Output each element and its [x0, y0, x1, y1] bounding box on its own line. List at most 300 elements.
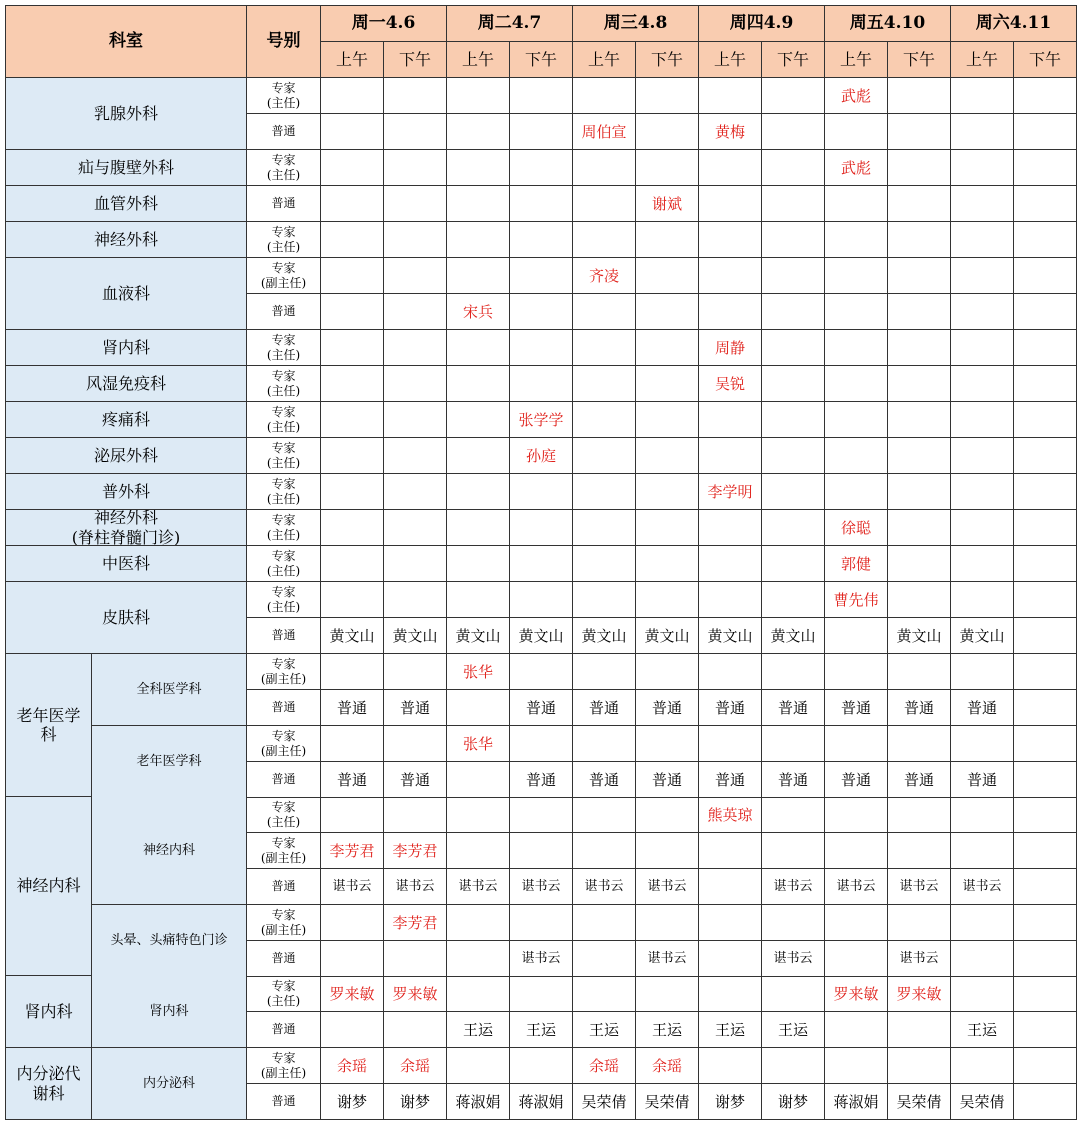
doctor-slot: 谢梦: [321, 1084, 384, 1120]
empty-slot: [1014, 510, 1077, 546]
empty-slot: [762, 474, 825, 510]
empty-slot: [699, 150, 762, 186]
day-header: 周一4.6: [321, 6, 447, 42]
doctor-slot: 普通: [762, 762, 825, 798]
empty-slot: [573, 438, 636, 474]
empty-slot: [384, 941, 447, 977]
registration-type: 专家 (主任): [247, 474, 321, 510]
doctor-slot: 普通: [510, 690, 573, 726]
empty-slot: [762, 222, 825, 258]
empty-slot: [1014, 330, 1077, 366]
doctor-slot: 普通: [888, 690, 951, 726]
empty-slot: [1014, 402, 1077, 438]
empty-slot: [699, 833, 762, 869]
empty-slot: [825, 833, 888, 869]
pm-header: 下午: [384, 42, 447, 78]
empty-slot: [573, 78, 636, 114]
doctor-slot: 罗来敏: [321, 976, 384, 1012]
empty-slot: [699, 869, 762, 905]
empty-slot: [1014, 1012, 1077, 1048]
empty-slot: [888, 582, 951, 618]
empty-slot: [762, 402, 825, 438]
empty-slot: [510, 654, 573, 690]
registration-type: 专家 (副主任): [247, 833, 321, 869]
empty-slot: [573, 330, 636, 366]
empty-slot: [951, 150, 1014, 186]
empty-slot: [321, 546, 384, 582]
empty-slot: [636, 366, 699, 402]
empty-slot: [699, 222, 762, 258]
empty-slot: [762, 833, 825, 869]
doctor-slot: 徐聪: [825, 510, 888, 546]
empty-slot: [699, 1048, 762, 1084]
doctor-slot: 普通: [636, 690, 699, 726]
doctor-slot: 王运: [510, 1012, 573, 1048]
doctor-slot: 普通: [510, 762, 573, 798]
registration-type: 专家 (副主任): [247, 258, 321, 294]
empty-slot: [825, 438, 888, 474]
doctor-slot: 余瑶: [573, 1048, 636, 1084]
sub-department: 内分泌科: [92, 1048, 247, 1120]
empty-slot: [951, 474, 1014, 510]
registration-type: 普通: [247, 762, 321, 798]
department-name: 乳腺外科: [6, 78, 247, 150]
doctor-slot: 普通: [321, 762, 384, 798]
empty-slot: [573, 905, 636, 941]
empty-slot: [888, 546, 951, 582]
empty-slot: [321, 330, 384, 366]
empty-slot: [384, 654, 447, 690]
doctor-slot: 武彪: [825, 150, 888, 186]
doctor-slot: 黄文山: [951, 618, 1014, 654]
registration-type: 普通: [247, 294, 321, 330]
empty-slot: [510, 726, 573, 762]
doctor-slot: 王运: [951, 1012, 1014, 1048]
empty-slot: [321, 294, 384, 330]
empty-slot: [762, 330, 825, 366]
empty-slot: [699, 726, 762, 762]
doctor-slot: 黄文山: [762, 618, 825, 654]
empty-slot: [951, 222, 1014, 258]
empty-slot: [888, 1048, 951, 1084]
doctor-slot: 孙庭: [510, 438, 573, 474]
doctor-slot: 蒋淑娟: [825, 1084, 888, 1120]
empty-slot: [888, 726, 951, 762]
doctor-slot: 罗来敏: [825, 976, 888, 1012]
day-header: 周六4.11: [951, 6, 1077, 42]
doctor-slot: 谌书云: [447, 869, 510, 905]
empty-slot: [447, 258, 510, 294]
empty-slot: [573, 833, 636, 869]
doctor-slot: 谢梦: [762, 1084, 825, 1120]
doctor-slot: 黄文山: [699, 618, 762, 654]
empty-slot: [447, 510, 510, 546]
department-name: 风湿免疫科: [6, 366, 247, 402]
empty-slot: [888, 474, 951, 510]
empty-slot: [447, 186, 510, 222]
empty-slot: [510, 150, 573, 186]
empty-slot: [951, 78, 1014, 114]
doctor-slot: 普通: [888, 762, 951, 798]
empty-slot: [1014, 941, 1077, 977]
sub-department: 头晕、头痛特色门诊: [92, 905, 247, 977]
empty-slot: [321, 474, 384, 510]
empty-slot: [888, 78, 951, 114]
empty-slot: [447, 1048, 510, 1084]
empty-slot: [951, 833, 1014, 869]
registration-type: 普通: [247, 690, 321, 726]
am-header: 上午: [951, 42, 1014, 78]
empty-slot: [321, 941, 384, 977]
empty-slot: [384, 330, 447, 366]
empty-slot: [888, 330, 951, 366]
empty-slot: [951, 1048, 1014, 1084]
registration-type: 专家 (主任): [247, 330, 321, 366]
empty-slot: [888, 438, 951, 474]
pm-header: 下午: [762, 42, 825, 78]
empty-slot: [951, 546, 1014, 582]
empty-slot: [699, 546, 762, 582]
empty-slot: [447, 114, 510, 150]
empty-slot: [321, 366, 384, 402]
am-header: 上午: [825, 42, 888, 78]
doctor-slot: 蒋淑娟: [447, 1084, 510, 1120]
empty-slot: [888, 222, 951, 258]
empty-slot: [384, 186, 447, 222]
doctor-slot: 罗来敏: [384, 976, 447, 1012]
registration-type: 专家 (主任): [247, 438, 321, 474]
empty-slot: [636, 797, 699, 833]
empty-slot: [510, 258, 573, 294]
empty-slot: [321, 654, 384, 690]
doctor-slot: 李芳君: [321, 833, 384, 869]
empty-slot: [384, 150, 447, 186]
empty-slot: [384, 366, 447, 402]
empty-slot: [951, 654, 1014, 690]
pm-header: 下午: [636, 42, 699, 78]
doctor-slot: 谌书云: [573, 869, 636, 905]
empty-slot: [825, 654, 888, 690]
empty-slot: [699, 582, 762, 618]
empty-slot: [636, 510, 699, 546]
doctor-slot: 谌书云: [510, 869, 573, 905]
empty-slot: [1014, 438, 1077, 474]
empty-slot: [636, 402, 699, 438]
sub-department: 全科医学科: [92, 654, 247, 726]
registration-type: 专家 (主任): [247, 78, 321, 114]
empty-slot: [447, 833, 510, 869]
registration-type: 专家 (副主任): [247, 905, 321, 941]
department-name: 神经外科: [6, 222, 247, 258]
doctor-slot: 黄文山: [510, 618, 573, 654]
empty-slot: [888, 366, 951, 402]
empty-slot: [321, 186, 384, 222]
empty-slot: [636, 905, 699, 941]
schedule-table: [5, 5, 1077, 1120]
empty-slot: [321, 1012, 384, 1048]
pm-header: 下午: [510, 42, 573, 78]
empty-slot: [888, 905, 951, 941]
empty-slot: [447, 941, 510, 977]
empty-slot: [762, 726, 825, 762]
empty-slot: [573, 941, 636, 977]
empty-slot: [699, 294, 762, 330]
doctor-slot: 王运: [699, 1012, 762, 1048]
empty-slot: [321, 582, 384, 618]
empty-slot: [321, 150, 384, 186]
registration-type: 专家 (主任): [247, 366, 321, 402]
empty-slot: [321, 797, 384, 833]
department-name: 血管外科: [6, 186, 247, 222]
doctor-slot: 谌书云: [825, 869, 888, 905]
empty-slot: [573, 510, 636, 546]
empty-slot: [888, 1012, 951, 1048]
empty-slot: [321, 114, 384, 150]
empty-slot: [384, 1012, 447, 1048]
empty-slot: [573, 797, 636, 833]
doctor-slot: 吴荣倩: [951, 1084, 1014, 1120]
sub-department: 肾内科: [92, 976, 247, 1048]
empty-slot: [762, 582, 825, 618]
sub-department: 神经内科: [92, 797, 247, 905]
registration-type: 普通: [247, 186, 321, 222]
empty-slot: [573, 222, 636, 258]
doctor-slot: 谌书云: [762, 869, 825, 905]
empty-slot: [699, 905, 762, 941]
empty-slot: [888, 258, 951, 294]
empty-slot: [510, 582, 573, 618]
empty-slot: [762, 546, 825, 582]
empty-slot: [384, 78, 447, 114]
doctor-slot: 曹先伟: [825, 582, 888, 618]
doctor-slot: 黄文山: [573, 618, 636, 654]
doctor-slot: 余瑶: [384, 1048, 447, 1084]
empty-slot: [573, 150, 636, 186]
empty-slot: [825, 402, 888, 438]
empty-slot: [1014, 546, 1077, 582]
empty-slot: [888, 294, 951, 330]
department-header: 科室: [6, 6, 247, 78]
doctor-slot: 黄梅: [699, 114, 762, 150]
department-name: 皮肤科: [6, 582, 247, 654]
doctor-slot: 黄文山: [321, 618, 384, 654]
empty-slot: [384, 258, 447, 294]
empty-slot: [1014, 905, 1077, 941]
empty-slot: [510, 474, 573, 510]
empty-slot: [825, 258, 888, 294]
empty-slot: [951, 582, 1014, 618]
doctor-slot: 吴荣倩: [636, 1084, 699, 1120]
am-header: 上午: [447, 42, 510, 78]
empty-slot: [1014, 78, 1077, 114]
empty-slot: [384, 797, 447, 833]
doctor-slot: 谢斌: [636, 186, 699, 222]
empty-slot: [825, 1048, 888, 1084]
empty-slot: [636, 150, 699, 186]
doctor-slot: 普通: [321, 690, 384, 726]
empty-slot: [447, 546, 510, 582]
doctor-slot: 普通: [699, 762, 762, 798]
empty-slot: [699, 654, 762, 690]
doctor-slot: 谌书云: [510, 941, 573, 977]
doctor-slot: 李芳君: [384, 905, 447, 941]
empty-slot: [762, 150, 825, 186]
empty-slot: [573, 474, 636, 510]
empty-slot: [510, 222, 573, 258]
empty-slot: [1014, 294, 1077, 330]
department-name: 普外科: [6, 474, 247, 510]
doctor-slot: 普通: [825, 762, 888, 798]
empty-slot: [951, 186, 1014, 222]
empty-slot: [321, 438, 384, 474]
doctor-slot: 吴荣倩: [888, 1084, 951, 1120]
empty-slot: [888, 797, 951, 833]
empty-slot: [888, 833, 951, 869]
empty-slot: [510, 330, 573, 366]
doctor-slot: 周伯宣: [573, 114, 636, 150]
am-header: 上午: [321, 42, 384, 78]
empty-slot: [1014, 474, 1077, 510]
department-name: 肾内科: [6, 330, 247, 366]
empty-slot: [447, 905, 510, 941]
empty-slot: [636, 582, 699, 618]
day-header: 周四4.9: [699, 6, 825, 42]
doctor-slot: 普通: [636, 762, 699, 798]
department-group: 老年医学 科: [6, 654, 92, 797]
doctor-slot: 谌书云: [636, 941, 699, 977]
registration-type: 专家 (主任): [247, 222, 321, 258]
empty-slot: [384, 582, 447, 618]
empty-slot: [825, 941, 888, 977]
day-header: 周三4.8: [573, 6, 699, 42]
doctor-slot: 王运: [573, 1012, 636, 1048]
empty-slot: [384, 726, 447, 762]
registration-type: 专家 (主任): [247, 976, 321, 1012]
empty-slot: [699, 438, 762, 474]
doctor-slot: 郭健: [825, 546, 888, 582]
empty-slot: [636, 474, 699, 510]
empty-slot: [888, 186, 951, 222]
empty-slot: [447, 402, 510, 438]
empty-slot: [1014, 222, 1077, 258]
registration-type: 专家 (主任): [247, 546, 321, 582]
registration-type: 普通: [247, 1084, 321, 1120]
empty-slot: [447, 762, 510, 798]
department-name: 泌尿外科: [6, 438, 247, 474]
empty-slot: [510, 905, 573, 941]
empty-slot: [1014, 762, 1077, 798]
empty-slot: [951, 258, 1014, 294]
empty-slot: [762, 186, 825, 222]
empty-slot: [573, 726, 636, 762]
empty-slot: [762, 294, 825, 330]
empty-slot: [384, 510, 447, 546]
doctor-slot: 张华: [447, 654, 510, 690]
empty-slot: [762, 654, 825, 690]
empty-slot: [447, 438, 510, 474]
empty-slot: [573, 186, 636, 222]
doctor-slot: 余瑶: [636, 1048, 699, 1084]
department-name: 血液科: [6, 258, 247, 330]
empty-slot: [447, 797, 510, 833]
empty-slot: [510, 510, 573, 546]
doctor-slot: 王运: [636, 1012, 699, 1048]
empty-slot: [447, 976, 510, 1012]
empty-slot: [1014, 150, 1077, 186]
empty-slot: [888, 114, 951, 150]
empty-slot: [762, 510, 825, 546]
registration-type: 专家 (主任): [247, 582, 321, 618]
empty-slot: [762, 976, 825, 1012]
doctor-slot: 谌书云: [888, 941, 951, 977]
doctor-slot: 谌书云: [888, 869, 951, 905]
empty-slot: [510, 114, 573, 150]
empty-slot: [321, 905, 384, 941]
empty-slot: [1014, 1084, 1077, 1120]
empty-slot: [573, 654, 636, 690]
department-name: 中医科: [6, 546, 247, 582]
doctor-slot: 谢梦: [384, 1084, 447, 1120]
empty-slot: [1014, 186, 1077, 222]
empty-slot: [510, 546, 573, 582]
pm-header: 下午: [888, 42, 951, 78]
empty-slot: [1014, 366, 1077, 402]
empty-slot: [825, 222, 888, 258]
registration-type: 专家 (副主任): [247, 726, 321, 762]
sub-department: 老年医学科: [92, 726, 247, 798]
empty-slot: [825, 186, 888, 222]
day-header: 周五4.10: [825, 6, 951, 42]
empty-slot: [699, 186, 762, 222]
empty-slot: [636, 976, 699, 1012]
doctor-slot: 余瑶: [321, 1048, 384, 1084]
empty-slot: [1014, 869, 1077, 905]
department-name: 疝与腹壁外科: [6, 150, 247, 186]
doctor-slot: 谌书云: [384, 869, 447, 905]
empty-slot: [384, 222, 447, 258]
empty-slot: [699, 941, 762, 977]
empty-slot: [951, 330, 1014, 366]
empty-slot: [510, 833, 573, 869]
empty-slot: [951, 510, 1014, 546]
type-header: 号别: [247, 6, 321, 78]
doctor-slot: 普通: [825, 690, 888, 726]
doctor-slot: 黄文山: [888, 618, 951, 654]
doctor-slot: 吴锐: [699, 366, 762, 402]
empty-slot: [888, 510, 951, 546]
empty-slot: [384, 546, 447, 582]
department-group: 神经内科: [6, 797, 92, 976]
empty-slot: [699, 510, 762, 546]
doctor-slot: 周静: [699, 330, 762, 366]
doctor-slot: 普通: [384, 762, 447, 798]
am-header: 上午: [573, 42, 636, 78]
doctor-slot: 李学明: [699, 474, 762, 510]
empty-slot: [825, 726, 888, 762]
department-name: 神经外科 (脊柱脊髓门诊): [6, 510, 247, 546]
doctor-slot: 普通: [699, 690, 762, 726]
pm-header: 下午: [1014, 42, 1077, 78]
am-header: 上午: [699, 42, 762, 78]
empty-slot: [1014, 654, 1077, 690]
empty-slot: [384, 402, 447, 438]
doctor-slot: 王运: [447, 1012, 510, 1048]
empty-slot: [510, 1048, 573, 1084]
empty-slot: [447, 582, 510, 618]
empty-slot: [447, 222, 510, 258]
doctor-slot: 罗来敏: [888, 976, 951, 1012]
empty-slot: [825, 797, 888, 833]
